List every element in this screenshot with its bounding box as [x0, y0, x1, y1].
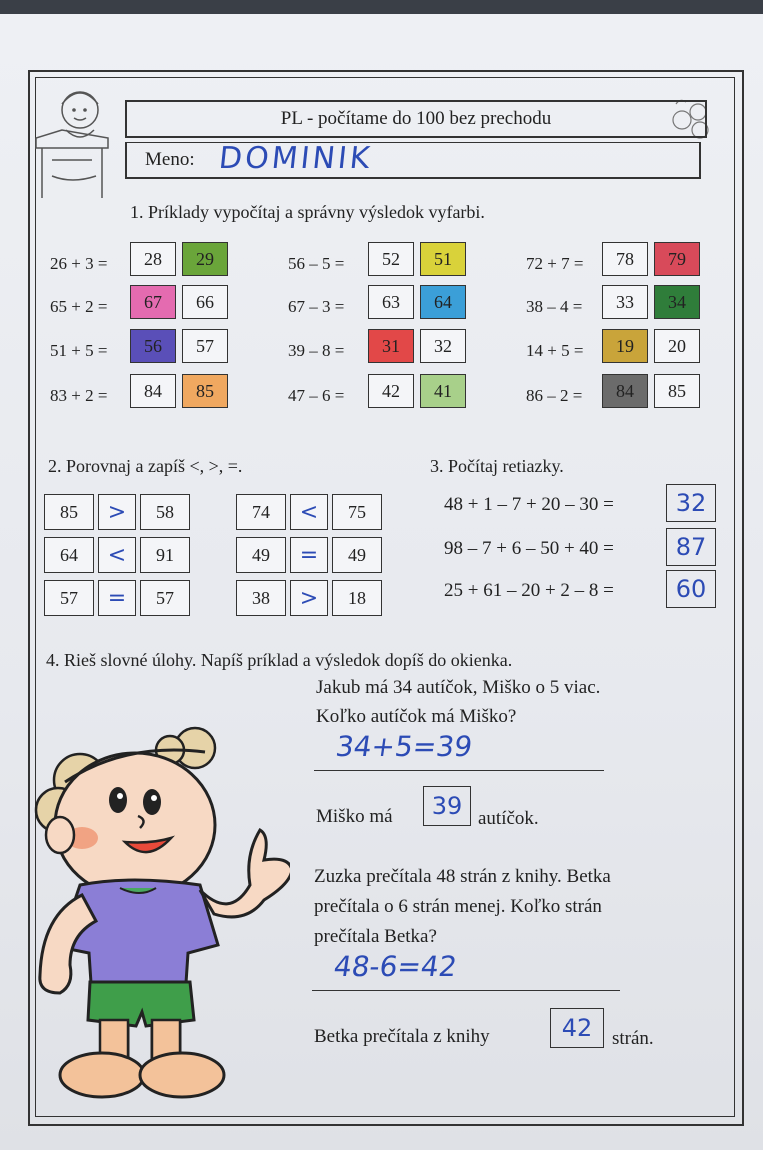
task1-expression: 39 – 8 = [288, 341, 345, 360]
problem1-work[interactable]: 34+5=39 [333, 730, 475, 763]
problem2-line1: Zuzka prečítala 48 strán z knihy. Betka [314, 866, 611, 887]
task2-heading: 2. Porovnaj a zapíš <, >, =. [48, 456, 243, 476]
task3-expression: 98 – 7 + 6 – 50 + 40 = [444, 538, 614, 559]
worksheet-title: PL - počítame do 100 bez prechodu [125, 100, 707, 138]
task1-expression: 65 + 2 = [50, 297, 108, 316]
name-value: DOMINIK [217, 141, 375, 176]
problem1-answer-suffix: autíčok. [478, 808, 539, 829]
task1-option-a[interactable]: 33 [602, 285, 648, 319]
name-field[interactable] [125, 142, 701, 179]
problem2-line2: prečítala o 6 strán menej. Koľko strán [314, 896, 602, 917]
task4-heading: 4. Rieš slovné úlohy. Napíš príklad a výsledok dopíš do okienka. [46, 650, 513, 670]
task1-expression: 38 – 4 = [526, 297, 583, 316]
task1-expression: 86 – 2 = [526, 386, 583, 405]
task1-option-b[interactable]: 79 [654, 242, 700, 276]
child-at-desk-illustration [22, 80, 118, 205]
problem1-answer: 39 [431, 792, 463, 820]
task2-sign-box[interactable]: > [98, 494, 136, 530]
task2-sign-box[interactable]: < [290, 494, 328, 530]
task2-sign-box[interactable]: = [290, 537, 328, 573]
task1-option-a[interactable]: 84 [130, 374, 176, 408]
problem2-answer: 42 [561, 1014, 593, 1042]
task1-option-a[interactable]: 19 [602, 329, 648, 363]
task1-option-a[interactable]: 67 [130, 285, 176, 319]
task2-right-number: 57 [140, 580, 190, 616]
task1-option-b[interactable]: 85 [654, 374, 700, 408]
task1-option-a[interactable]: 63 [368, 285, 414, 319]
task2-right-number: 58 [140, 494, 190, 530]
problem1-answer-box[interactable] [423, 786, 471, 826]
task3-heading: 3. Počítaj retiazky. [430, 456, 564, 476]
task1-option-b[interactable]: 64 [420, 285, 466, 319]
task3-answer: 87 [675, 533, 707, 561]
problem1-line1: Jakub má 34 autíčok, Miško o 5 viac. [316, 677, 601, 698]
task1-expression: 72 + 7 = [526, 254, 584, 273]
problem2-work-line [312, 990, 620, 991]
task1-option-a[interactable]: 28 [130, 242, 176, 276]
task1-expression: 83 + 2 = [50, 386, 108, 405]
problem2-answer-box[interactable] [550, 1008, 604, 1048]
task3-answer-box[interactable] [666, 570, 716, 608]
problem2-answer-prefix: Betka prečítala z knihy [314, 1026, 490, 1047]
task1-expression: 26 + 3 = [50, 254, 108, 273]
task1-option-b[interactable]: 32 [420, 329, 466, 363]
problem2-work[interactable]: 48-6=42 [331, 950, 459, 983]
problem1-work-line [314, 770, 604, 771]
task1-option-b[interactable]: 57 [182, 329, 228, 363]
problem1-line2: Koľko autíčok má Miško? [316, 706, 517, 727]
task1-option-b[interactable]: 66 [182, 285, 228, 319]
task1-expression: 47 – 6 = [288, 386, 345, 405]
task1-option-b[interactable]: 85 [182, 374, 228, 408]
task2-left-number: 49 [236, 537, 286, 573]
problem2-line3: prečítala Betka? [314, 926, 437, 947]
task2-right-number: 91 [140, 537, 190, 573]
task3-answer: 32 [675, 489, 707, 517]
task3-answer: 60 [675, 575, 707, 603]
task2-left-number: 85 [44, 494, 94, 530]
task1-option-b[interactable]: 51 [420, 242, 466, 276]
task2-left-number: 74 [236, 494, 286, 530]
task2-sign-box[interactable]: > [290, 580, 328, 616]
task1-option-a[interactable]: 31 [368, 329, 414, 363]
task3-answer-box[interactable] [666, 528, 716, 566]
task1-option-a[interactable]: 56 [130, 329, 176, 363]
task2-right-number: 49 [332, 537, 382, 573]
boy-thumbs-up-illustration [20, 720, 290, 1105]
task1-expression: 67 – 3 = [288, 297, 345, 316]
task3-expression: 48 + 1 – 7 + 20 – 30 = [444, 494, 614, 515]
task2-right-number: 75 [332, 494, 382, 530]
problem2-answer-suffix: strán. [612, 1028, 654, 1049]
task2-sign-box[interactable]: = [98, 580, 136, 616]
problem1-answer-prefix: Miško má [316, 806, 393, 827]
task3-answer-box[interactable] [666, 484, 716, 522]
task1-option-b[interactable]: 20 [654, 329, 700, 363]
task1-option-a[interactable]: 42 [368, 374, 414, 408]
task1-option-b[interactable]: 29 [182, 242, 228, 276]
task2-sign-box[interactable]: < [98, 537, 136, 573]
task1-option-a[interactable]: 78 [602, 242, 648, 276]
task1-option-a[interactable]: 84 [602, 374, 648, 408]
task1-option-b[interactable]: 41 [420, 374, 466, 408]
task1-expression: 51 + 5 = [50, 341, 108, 360]
name-label: Meno: [145, 149, 195, 170]
task1-heading: 1. Príklady vypočítaj a správny výsledok vyfarbi. [130, 202, 485, 222]
task3-expression: 25 + 61 – 20 + 2 – 8 = [444, 580, 614, 601]
task2-left-number: 64 [44, 537, 94, 573]
task2-right-number: 18 [332, 580, 382, 616]
task2-left-number: 57 [44, 580, 94, 616]
task1-expression: 14 + 5 = [526, 341, 584, 360]
task2-left-number: 38 [236, 580, 286, 616]
task1-expression: 56 – 5 = [288, 254, 345, 273]
task1-option-b[interactable]: 34 [654, 285, 700, 319]
task1-option-a[interactable]: 52 [368, 242, 414, 276]
